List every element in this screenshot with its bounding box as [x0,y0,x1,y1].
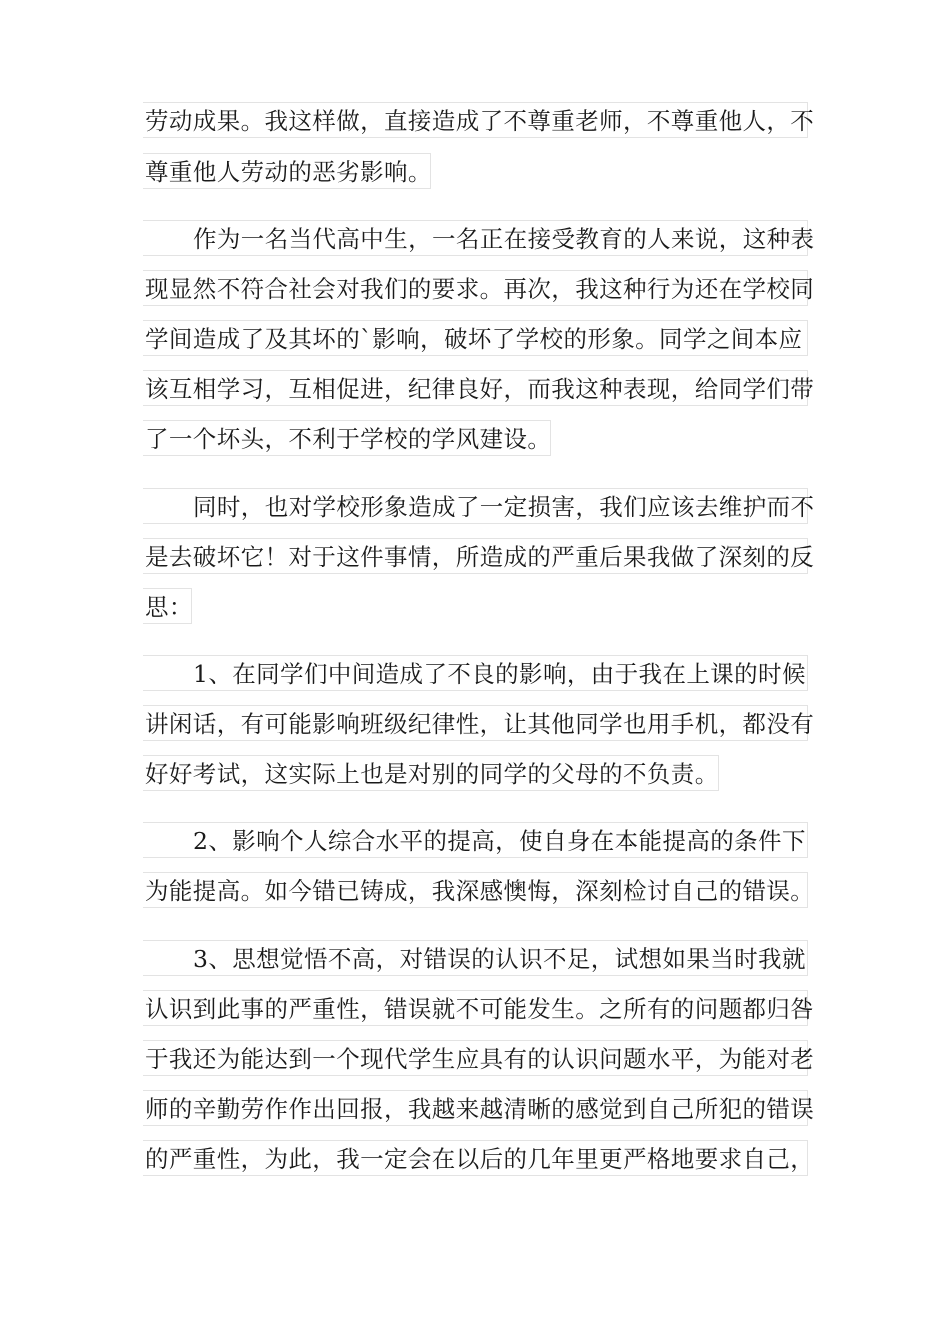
text-line: 学间造成了及其坏的`影响，破坏了学校的形象。同学之间本应 [143,320,808,356]
text-line: 该互相学习，互相促进，纪律良好，而我这种表现，给同学们带 [143,370,808,406]
text-line: 了一个坏头，不利于学校的学风建设。 [143,420,551,456]
text-line: 为能提高。如今错已铸成，我深感懊悔，深刻检讨自己的错误。 [143,872,808,908]
text-line: 2、影响个人综合水平的提高，使自身在本能提高的条件下 [143,822,808,858]
text-line: 现显然不符合社会对我们的要求。再次，我这种行为还在学校同 [143,270,808,306]
text-line: 讲闲话，有可能影响班级纪律性，让其他同学也用手机，都没有 [143,705,808,741]
text-line: 3、思想觉悟不高，对错误的认识不足，试想如果当时我就 [143,940,808,976]
text-line: 思： [143,588,192,624]
text-line: 认识到此事的严重性，错误就不可能发生。之所有的问题都归咎 [143,990,808,1026]
text-line: 作为一名当代高中生，一名正在接受教育的人来说，这种表 [143,220,808,256]
text-line: 于我还为能达到一个现代学生应具有的认识问题水平，为能对老 [143,1040,808,1076]
text-line: 劳动成果。我这样做，直接造成了不尊重老师，不尊重他人，不 [143,102,808,138]
text-line: 好好考试，这实际上也是对别的同学的父母的不负责。 [143,755,719,791]
text-line: 1、在同学们中间造成了不良的影响，由于我在上课的时候 [143,655,808,691]
text-line: 同时，也对学校形象造成了一定损害，我们应该去维护而不 [143,488,808,524]
text-line: 是去破坏它！对于这件事情，所造成的严重后果我做了深刻的反 [143,538,808,574]
text-line: 的严重性，为此，我一定会在以后的几年里更严格地要求自己， [143,1140,808,1176]
text-line: 师的辛勤劳作作出回报，我越来越清晰的感觉到自己所犯的错误 [143,1090,808,1126]
text-line: 尊重他人劳动的恶劣影响。 [143,153,431,189]
